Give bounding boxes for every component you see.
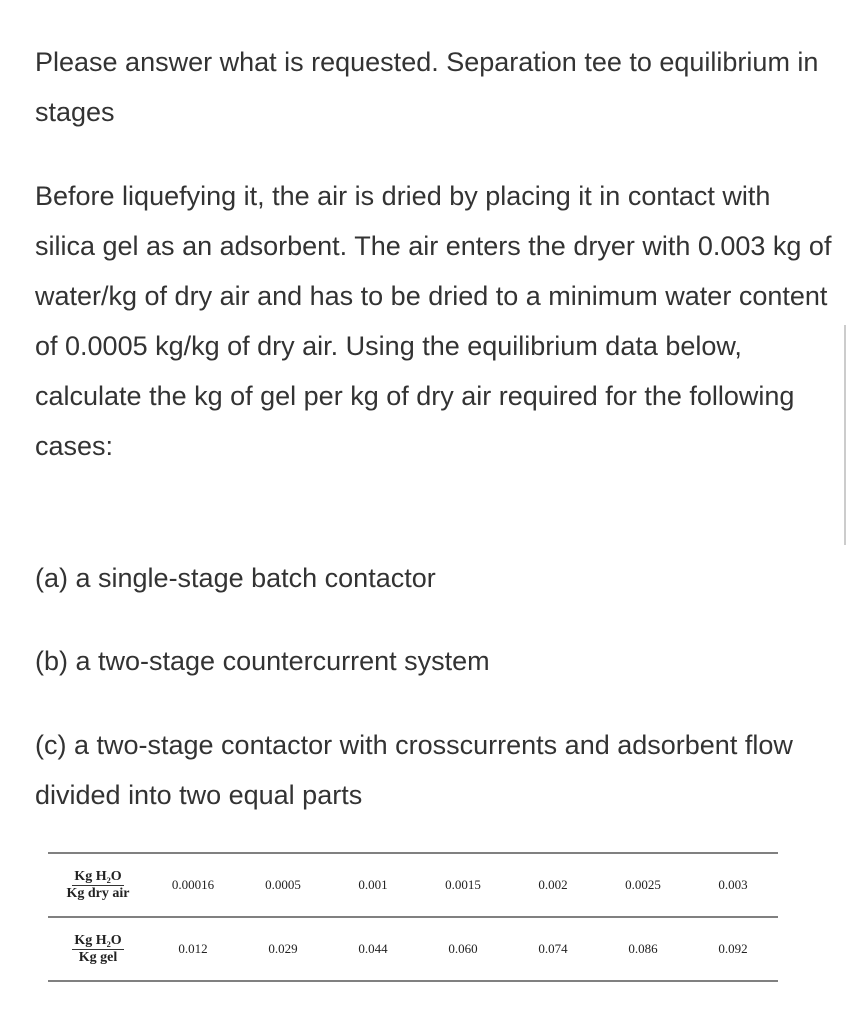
table-cell: 0.044: [358, 941, 388, 956]
table-row-air: [48, 854, 778, 916]
row-header: [48, 869, 148, 902]
table-cell: 0.002: [538, 877, 568, 892]
table-cell: 0.029: [268, 941, 298, 956]
table-cell: 0.0015: [445, 877, 481, 892]
table-cell: 0.074: [538, 941, 568, 956]
table-cell: 0.0005: [265, 877, 301, 892]
problem-text: Before liquefying it, the air is dried by placing it in contact with silica gel as an adsorbent. The air enters the dryer with 0.003 kg of water/kg of dry air and has to be dried to a minimum water content of 0.0005 kg/kg of dry air. Using the equilibrium data below, calculate the kg of gel per kg of dry air required for the following cases:: [35, 181, 832, 461]
header-numerator: Kg H₂O: [74, 932, 122, 948]
table-cell: 0.0025: [625, 877, 661, 892]
equilibrium-table: [48, 852, 778, 982]
case-a: (a) a single-stage batch contactor: [35, 563, 436, 593]
divider: [844, 325, 846, 545]
case-b: (b) a two-stage countercurrent system: [35, 646, 490, 676]
table-cell: 0.092: [718, 941, 748, 956]
table-cell: 0.00016: [171, 877, 215, 892]
table-rule: [48, 980, 778, 982]
table-rule: [48, 852, 778, 854]
header-denominator: Kg dry air: [66, 885, 130, 901]
table-cell: 0.012: [178, 941, 208, 956]
table-row-gel: [48, 918, 778, 980]
table-cell: 0.060: [448, 941, 478, 956]
table-cell: 0.086: [628, 941, 658, 956]
header-numerator: Kg H₂O: [74, 868, 122, 884]
case-c: (c) a two-stage contactor with crosscurrents and adsorbent flow divided into two equal parts: [35, 730, 793, 810]
table-cell: 0.003: [718, 877, 748, 892]
row-header: [48, 933, 148, 966]
table-cell: 0.001: [358, 877, 388, 892]
table-rule: [48, 916, 778, 918]
header-denominator: Kg gel: [78, 949, 118, 965]
intro-text: Please answer what is requested. Separation tee to equilibrium in stages: [35, 47, 819, 127]
